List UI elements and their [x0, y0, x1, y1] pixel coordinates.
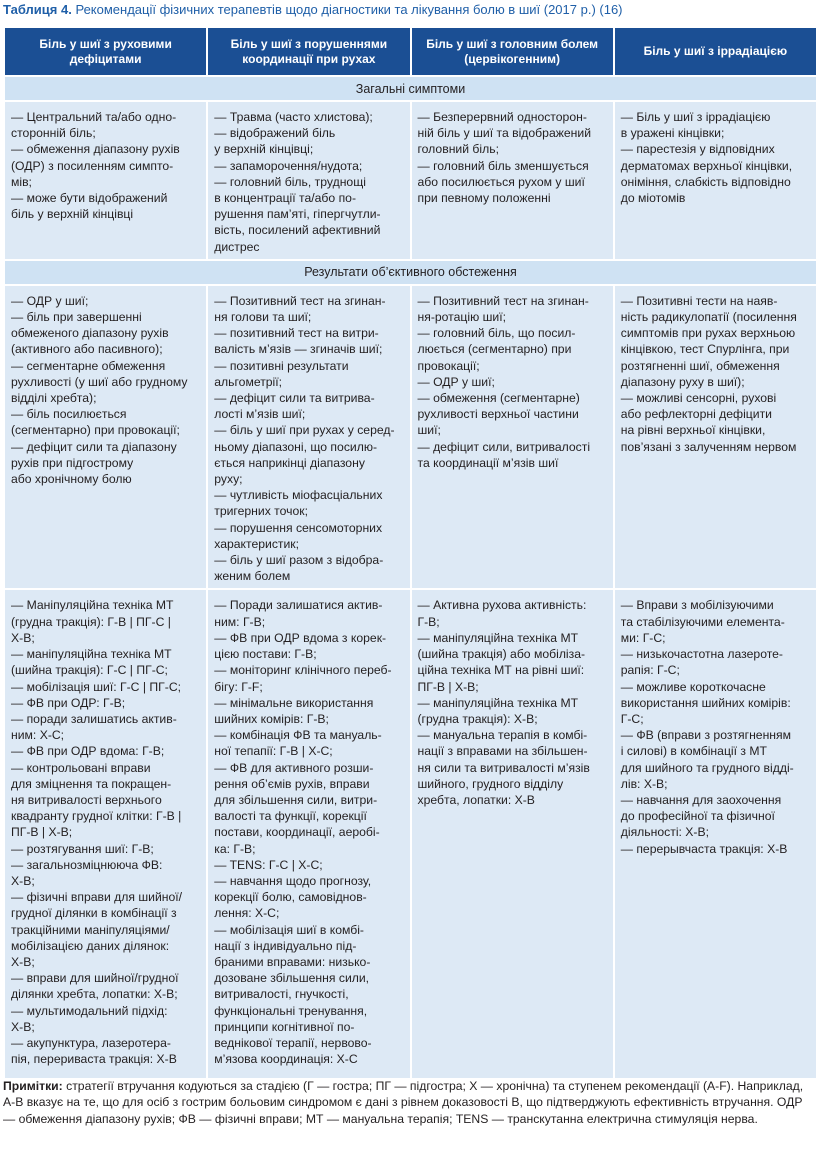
table-row-interventions — [4, 589, 817, 1079]
cell-line: люється (сегментарно) при — [417, 342, 572, 357]
cell-interventions-4 — [614, 589, 817, 1079]
cell-line: — ФВ при ОДР вдома з корек- — [214, 630, 387, 645]
cell-line: лів: Х-В; — [620, 776, 668, 791]
cell-line: вість, посилений афективний — [214, 223, 381, 238]
cell-line: Х-В; — [11, 630, 35, 645]
cell-line: мів; — [11, 174, 32, 189]
cell-line: бігу: Г-F; — [214, 679, 263, 694]
cell-line: нації з індивідуально під- — [214, 938, 357, 953]
cell-interventions-3 — [411, 589, 614, 1079]
cell-line: — біль посилюється — [11, 407, 127, 422]
cell-line: діапазону руху в шиї); — [620, 374, 745, 389]
cell-line: ним: Г-В; — [214, 614, 266, 629]
cell-line: пія, перериваста тракція: Х-В — [11, 1052, 177, 1067]
cell-line: — ФВ (вправи з розтягненням — [620, 728, 792, 743]
cell-line: (активного або пасивного); — [11, 342, 163, 357]
cell-line: (шийна тракція): Г-С | ПГ-С; — [11, 663, 168, 678]
cell-exam-4 — [614, 285, 817, 590]
cell-line: — ФВ при ОДР вдома: Г-В; — [11, 744, 165, 759]
cell-line: діяльності: Х-В; — [620, 825, 709, 840]
header-coordination: Біль у шиї з порушеннями координації при рухах — [207, 27, 410, 76]
cell-line: ка: Г-В; — [214, 841, 256, 856]
cell-exam-2 — [207, 285, 410, 590]
cell-line: рення об’ємів рухів, вправи — [214, 776, 370, 791]
cell-line: рапія: Г-С; — [620, 663, 680, 678]
cell-line: принципи когнітивної по- — [214, 1019, 355, 1034]
cell-line: — навчання щодо прогнозу, — [214, 873, 372, 888]
cell-line: Х-В; — [11, 873, 35, 888]
table-row-symptoms — [4, 101, 817, 260]
cell-line: в уражені кінцівки; — [620, 126, 725, 141]
header-radiating: Біль у шиї з іррадіацією — [614, 27, 817, 76]
cell-line: — обмеження діапазону рухів — [11, 142, 180, 157]
cell-line: або рефлекторні дефіцити — [620, 407, 772, 422]
cell-line: — загальнозміцнююча ФВ: — [11, 857, 163, 872]
cell-line: ня витривалості верхнього — [11, 792, 162, 807]
cell-line: — розтягування шиї: Г-В; — [11, 841, 154, 856]
cell-line: — Маніпуляційна техніка МТ — [11, 598, 174, 613]
cell-line: ньому діапазоні, що посилю- — [214, 439, 378, 454]
cell-line: (сегментарно) при провокації; — [11, 423, 180, 438]
cell-line: — Травма (часто хлистова); — [214, 110, 373, 124]
table-row-exam — [4, 285, 817, 590]
cell-line: тригерних точок; — [214, 504, 308, 519]
cell-line: — Центральний та/або одно- — [11, 110, 177, 124]
section-title-symptoms: Загальні симптоми — [4, 76, 817, 101]
cell-line: — поради залишатись актив- — [11, 711, 177, 726]
section-row-exam — [4, 260, 817, 285]
cell-line: — порушення сенсомоторних — [214, 520, 383, 535]
cell-line: або посилюється рухом у шиї — [417, 174, 585, 189]
cell-line: — мінімальне використання — [214, 695, 374, 710]
cell-line: — TENS: Г-С | Х-С; — [214, 857, 323, 872]
cell-line: корекції болю, самовіднов- — [214, 890, 367, 905]
cell-line: квадранту грудної клітки: Г-В | — [11, 809, 182, 824]
cell-line: м’язова координація: Х-С — [214, 1052, 358, 1067]
cell-line: Х-В; — [11, 954, 35, 969]
cell-line: ділянки хребта, лопатки: Х-В; — [11, 987, 178, 1002]
cell-line: браними вправами: низько- — [214, 954, 371, 969]
cell-exam-1 — [4, 285, 207, 590]
cell-line: дистрес — [214, 239, 260, 254]
cell-line: — обмеження (сегментарне) — [417, 391, 580, 406]
cell-line: лості м’язів шиї; — [214, 407, 306, 422]
cell-line: функціональні тренування, — [214, 1003, 368, 1018]
cell-line: — відображений біль — [214, 126, 336, 141]
cell-line: Х-В; — [11, 1019, 35, 1034]
cell-line: провокації; — [417, 358, 480, 373]
cell-line: (ОДР) з посиленням симпто- — [11, 158, 174, 173]
cell-line: дерматомах верхньої кінцівки, — [620, 158, 793, 173]
cell-line: розтягненні шиї, обмеження — [620, 358, 780, 373]
table-notes — [3, 1078, 816, 1127]
cell-line: ність радикулопатії (посилення — [620, 310, 797, 325]
cell-line: — дефіцит сили, витривалості — [417, 439, 591, 454]
cell-line: для шийного та грудного відді- — [620, 760, 794, 775]
cell-line: — маніпуляційна техніка МТ — [417, 630, 579, 645]
cell-line: шиї; — [417, 423, 441, 438]
cell-line: хребта, лопатки: Х-В — [417, 792, 535, 807]
header-motor-deficits: Біль у шиї з руховими дефіцитами — [4, 27, 207, 76]
cell-line: постави, координації, аеробі- — [214, 825, 380, 840]
cell-line: головний біль; — [417, 142, 499, 157]
cell-line: рухливості (у шиї або грудному — [11, 374, 188, 389]
cell-line: — низькочастотна лазероте- — [620, 647, 783, 662]
cell-line: — Поради залишатися актив- — [214, 598, 383, 613]
cell-line: — вправи для шийної/грудної — [11, 971, 179, 986]
cell-line: — Вправи з мобілізуючими — [620, 598, 774, 613]
cell-line: — біль у шиї при рухах у серед- — [214, 423, 395, 438]
cell-line: — дефіцит сили та діапазону — [11, 439, 177, 454]
cell-line: ній біль у шиї та відображений — [417, 126, 591, 141]
cell-interventions-1 — [4, 589, 207, 1079]
cell-line: в концентрації та/або по- — [214, 191, 357, 206]
cell-line: симптомів при рухах верхньою — [620, 326, 796, 341]
cell-line: Г-С; — [620, 711, 644, 726]
cell-interventions-2 — [207, 589, 410, 1079]
cell-line: — чутливість міофасціальних — [214, 488, 383, 503]
cell-line: — може бути відображений — [11, 191, 168, 206]
cell-line: Г-В; — [417, 614, 440, 629]
cell-line: — сегментарне обмеження — [11, 358, 166, 373]
cell-line: — маніпуляційна техніка МТ — [11, 647, 172, 662]
cell-line: або хронічному болю — [11, 472, 132, 487]
cell-line: біль у верхній кінцівці — [11, 207, 134, 222]
cell-line: ється наприкінці діапазону — [214, 455, 365, 470]
cell-line: — головний біль, труднощі — [214, 174, 366, 189]
cell-line: (шийна тракція) або мобіліза- — [417, 647, 586, 662]
cell-line: — маніпуляційна техніка МТ — [417, 695, 579, 710]
cell-line: — головний біль, що посил- — [417, 326, 576, 341]
notes-label: Примітки: — [3, 1079, 63, 1093]
cell-line: — Безперервний односторон- — [417, 110, 587, 124]
cell-line: — Позитивний тест на згинан- — [417, 293, 589, 308]
section-title-exam: Результати об’єктивного обстеження — [4, 260, 817, 285]
cell-line: шийних комірів: Г-В; — [214, 711, 329, 726]
cell-line: нації з вправами на збільшен- — [417, 744, 588, 759]
cell-line: валості та функції, корекції — [214, 809, 367, 824]
cell-line: обмеженого діапазону рухів — [11, 326, 169, 341]
cell-line: — фізичні вправи для шийної/ — [11, 890, 183, 905]
cell-line: женим болем — [214, 569, 291, 584]
cell-line: — ФВ для активного розши- — [214, 760, 374, 775]
cell-line: до міотомів — [620, 191, 686, 206]
cell-line: — біль у шиї разом з відобра- — [214, 553, 384, 568]
cell-line: при певному положенні — [417, 191, 551, 206]
cell-line: оніміння, слабкість відповідно — [620, 174, 791, 189]
caption-text: Рекомендації фізичних терапевтів щодо діагностики та лікування болю в шиї (2017 р.) (16) — [75, 2, 623, 17]
cell-line: мобілізацією даних ділянок: — [11, 938, 170, 953]
cell-line: кінцівкою, тест Спурлінга, при — [620, 342, 790, 357]
cell-line: рухливості верхньої частини — [417, 407, 579, 422]
cell-line: для зміцнення та покращен- — [11, 776, 172, 791]
cell-line: ної тепапії: Г-В | Х-С; — [214, 744, 333, 759]
cell-line: та стабілізуючими елемента- — [620, 614, 785, 629]
cell-line: (грудна тракція): Г-В | ПГ-С | — [11, 614, 171, 629]
caption-label: Таблиця 4. — [3, 2, 72, 17]
cell-line: — Біль у шиї з іррадіацією — [620, 110, 771, 124]
cell-line: ми: Г-С; — [620, 630, 666, 645]
cell-line: рушення пам’яті, гіпергчутли- — [214, 207, 381, 222]
cell-line: — ОДР у шиї; — [417, 374, 495, 389]
cell-line: — контрольовані вправи — [11, 760, 151, 775]
cell-line: — можливе короткочасне — [620, 679, 766, 694]
cell-line: — акупунктура, лазеротера- — [11, 1035, 171, 1050]
cell-line: — біль при завершенні — [11, 310, 142, 325]
cell-line: — Позитивний тест на згинан- — [214, 293, 386, 308]
cell-line: — Активна рухова активність: — [417, 598, 587, 613]
cell-line: ним: Х-С; — [11, 728, 65, 743]
cell-line: руху; — [214, 472, 243, 487]
cell-line: відділі хребта); — [11, 391, 97, 406]
cell-line: ційна техніка МТ на рівні шиї: — [417, 663, 585, 678]
cell-line: — запаморочення/нудота; — [214, 158, 363, 173]
cell-exam-3 — [411, 285, 614, 590]
cell-line: веднікової терапії, нервово- — [214, 1035, 372, 1050]
cell-line: тракційними маніпуляціями/ — [11, 922, 170, 937]
cell-line: на рівні верхньої кінцівки, — [620, 423, 766, 438]
cell-line: і силові) в комбінації з МТ — [620, 744, 767, 759]
cell-line: дозоване збільшення сили, — [214, 971, 370, 986]
header-row — [4, 27, 817, 76]
cell-line: ня голови та шиї; — [214, 310, 312, 325]
cell-line: та координації м’язів шиї — [417, 455, 559, 470]
cell-line: — комбінація ФВ та мануаль- — [214, 728, 382, 743]
cell-line: використання шийних комірів: — [620, 695, 791, 710]
cell-line: до професійної та фізичної — [620, 809, 775, 824]
cell-line: лення: Х-С; — [214, 906, 280, 921]
cell-line: — можливі сенсорні, рухові — [620, 391, 777, 406]
cell-line: — мультимодальний підхід: — [11, 1003, 168, 1018]
cell-line: валість м’язів — згиначів шиї; — [214, 342, 383, 357]
cell-line: — моніторинг клінічного переб- — [214, 663, 392, 678]
cell-line: характеристик; — [214, 536, 300, 551]
cell-line: — позитивний тест на витри- — [214, 326, 379, 341]
cell-line: — ОДР у шиї; — [11, 293, 89, 308]
cell-symptoms-1 — [4, 101, 207, 260]
section-row-symptoms — [4, 76, 817, 101]
cell-line: ПГ-В | Х-В; — [417, 679, 479, 694]
cell-line: цією постави: Г-В; — [214, 647, 317, 662]
cell-line: — мануальна терапія в комбі- — [417, 728, 588, 743]
cell-symptoms-3 — [411, 101, 614, 260]
cell-line: (грудна тракція): Х-В; — [417, 711, 538, 726]
cell-line: для збільшення сили, витри- — [214, 792, 378, 807]
cell-line: ня-ротацію шиї; — [417, 310, 506, 325]
cell-line: витривалості, гнучкості, — [214, 987, 349, 1002]
cell-line: — перерывчаста тракція: Х-В — [620, 841, 788, 856]
cell-line: — ФВ при ОДР: Г-В; — [11, 695, 126, 710]
cell-line: — позитивні результати — [214, 358, 349, 373]
cell-line: альгометрії; — [214, 374, 283, 389]
cell-line: — Позитивні тести на наяв- — [620, 293, 778, 308]
cell-line: сторонній біль; — [11, 126, 96, 141]
notes-text: стратегії втручання кодуються за стадією (Г — гостра; ПГ — підгостра; Х — хронічна) та ступенем рекомендації (A-F). Наприклад, А-В вказує на те, що для осіб з гострим больовим синдромом є дані з рівнем доказовості В, що підтверджують ефективність втручання. ОДР — обмеження діапазону рухів; ФВ — фізичні вправи; МТ — мануальна терапія; TENS — транскутанна електрична стимуляція нерва. — [3, 1079, 804, 1126]
cell-line: грудної ділянки в комбінації з — [11, 906, 177, 921]
cell-line: ня сили та витривалості м’язів — [417, 760, 590, 775]
cell-line: шийного, грудного відділу — [417, 776, 564, 791]
cell-line: — парестезія у відповідних — [620, 142, 775, 157]
cell-line: у верхній кінцівці; — [214, 142, 314, 157]
cell-symptoms-2 — [207, 101, 410, 260]
cell-line: рухів при підгострому — [11, 455, 134, 470]
cell-symptoms-4 — [614, 101, 817, 260]
header-headache: Біль у шиї з головним болем (цервікогенним) — [411, 27, 614, 76]
cell-line: — навчання для заохочення — [620, 792, 782, 807]
cell-line: — мобілізація шиї в комбі- — [214, 922, 364, 937]
cell-line: пов’язані з залученням нервом — [620, 439, 797, 454]
table-caption — [3, 2, 623, 17]
cell-line: — мобілізація шиї: Г-С | ПГ-С; — [11, 679, 182, 694]
recommendations-table — [3, 26, 818, 1080]
cell-line: ПГ-В | Х-В; — [11, 825, 73, 840]
cell-line: — головний біль зменшується — [417, 158, 589, 173]
cell-line: — дефіцит сили та витрива- — [214, 391, 375, 406]
